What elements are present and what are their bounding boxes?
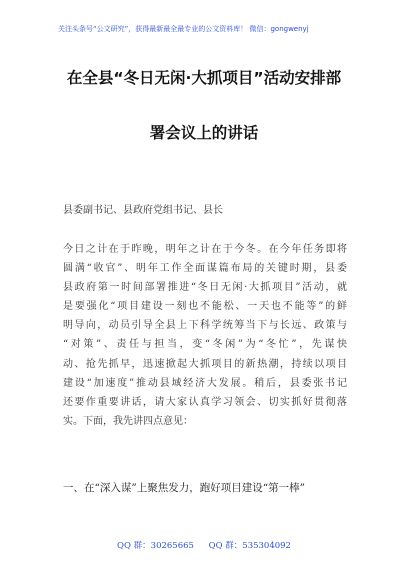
body-paragraph: [63, 240, 347, 431]
body-line: 动、抢先抓早，迅速掀起大抓项目的新热潮，持续以项目: [63, 358, 347, 370]
section-heading-1: 一、在“深入谋”上聚焦发力，跑好项目建设“第一棒”: [63, 482, 305, 494]
document-title-line-2: 署会议上的讲话: [149, 124, 259, 142]
body-line: 是要强化“项目建设一刻也不能松、一天也不能等”的鲜: [63, 301, 347, 313]
body-line: 明导向，动员引导全县上下科学统筹当下与长远、政策与: [63, 320, 347, 332]
body-line: “对策”、责任与担当，变“冬闲”为“冬忙”，先谋快: [63, 339, 347, 351]
footer: [0, 539, 408, 551]
footer-qq-group-1: QQ 群：30265665: [117, 541, 194, 551]
body-line: 建设“加速度”推动县域经济大发展。稍后，县委张书记: [63, 377, 347, 389]
header-banner: 关注头条号“公文研究”，获得最新最全最专业的公文资料库！ 微信：gongwenyj: [58, 25, 309, 33]
body-line: 今日之计在于昨晚，明年之计在于今冬。在今年任务即将: [63, 244, 347, 255]
speaker-line: 县委副书记、县政府党组书记、县长: [63, 205, 223, 216]
body-line: 还要作重要讲话，请大家认真学习领会、切实抓好贯彻落: [63, 396, 347, 408]
body-line: 圆满“收官”、明年工作全面谋篇布局的关键时期，县委: [63, 263, 347, 275]
body-line: 县政府第一时间部署推进“冬日无闲·大抓项目”活动，就: [63, 282, 347, 294]
footer-qq-group-2: QQ 群：535304092: [208, 541, 291, 551]
body-line: 实。下面，我先讲四点意见：: [63, 415, 193, 427]
document-title-line-1: 在全县“冬日无闲·大抓项目”活动安排部: [66, 69, 342, 87]
